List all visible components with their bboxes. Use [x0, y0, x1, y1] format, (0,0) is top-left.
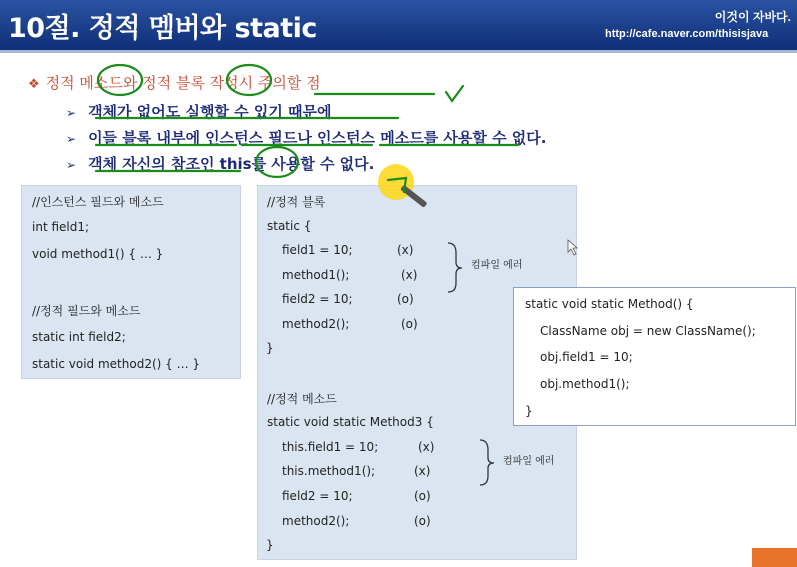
result-mark: (x) [401, 268, 418, 282]
code-line: static void static Method3 { [267, 415, 434, 429]
arrow-bullet-icon: ➢ [66, 132, 77, 146]
code-line: method2(); [282, 317, 350, 331]
code-line: static int field2; [32, 330, 126, 344]
code-line: field1 = 10; [282, 243, 353, 257]
code-comment: //정적 필드와 메소드 [32, 304, 141, 318]
arrow-bullet-icon: ➢ [66, 158, 77, 172]
cafe-url: http://cafe.naver.com/thisisjava [605, 28, 769, 40]
code-line: void method1() { … } [32, 247, 164, 261]
main-bullet-text: 정적 메소드와 정적 블록 작성시 주의할 점 [45, 74, 321, 92]
code-line: this.field1 = 10; [282, 440, 379, 454]
code-line: static { [267, 219, 312, 233]
corner-badge [752, 548, 797, 567]
subpoint-text: 객체가 없어도 실행할 수 있기 때문에 [88, 103, 332, 121]
result-mark: (o) [414, 514, 431, 528]
subpoint-text: 이들 블록 내부에 인스턴스 필드나 인스턴스 메소드를 사용할 수 없다. [88, 129, 547, 147]
code-line: this.method1(); [282, 464, 376, 478]
code-line: int field1; [32, 220, 90, 234]
slide-title: 10절. 정적 멤버와 static [8, 13, 317, 44]
code-line: method1(); [282, 268, 350, 282]
code-line: static void static Method() { [525, 297, 694, 311]
result-mark: (x) [418, 440, 435, 454]
diamond-bullet-icon: ❖ [28, 77, 40, 92]
result-mark: (o) [397, 292, 414, 306]
code-line: } [525, 404, 533, 418]
result-mark: (x) [414, 464, 431, 478]
code-line: obj.field1 = 10; [540, 350, 633, 364]
code-line: obj.method1(); [540, 377, 630, 391]
code-line: method2(); [282, 514, 350, 528]
code-comment: //인스턴스 필드와 메소드 [32, 195, 164, 209]
brand-label: 이것이 자바다. [714, 10, 791, 24]
compile-error-label: 컴파일 에러 [503, 456, 555, 467]
code-line: } [266, 341, 274, 355]
code-comment: //정적 메소드 [267, 392, 337, 406]
code-comment: //정적 블록 [267, 195, 326, 209]
code-line: } [266, 538, 274, 552]
compile-error-label: 컴파일 에러 [471, 260, 523, 271]
arrow-bullet-icon: ➢ [66, 106, 77, 120]
result-mark: (o) [414, 489, 431, 503]
code-line: static void method2() { … } [32, 357, 201, 371]
code-line: field2 = 10; [282, 489, 353, 503]
code-line: field2 = 10; [282, 292, 353, 306]
result-mark: (x) [397, 243, 414, 257]
code-line: ClassName obj = new ClassName(); [540, 324, 756, 338]
subpoint-text: 객체 자신의 참조인 this를 사용할 수 없다. [88, 155, 375, 173]
result-mark: (o) [401, 317, 418, 331]
